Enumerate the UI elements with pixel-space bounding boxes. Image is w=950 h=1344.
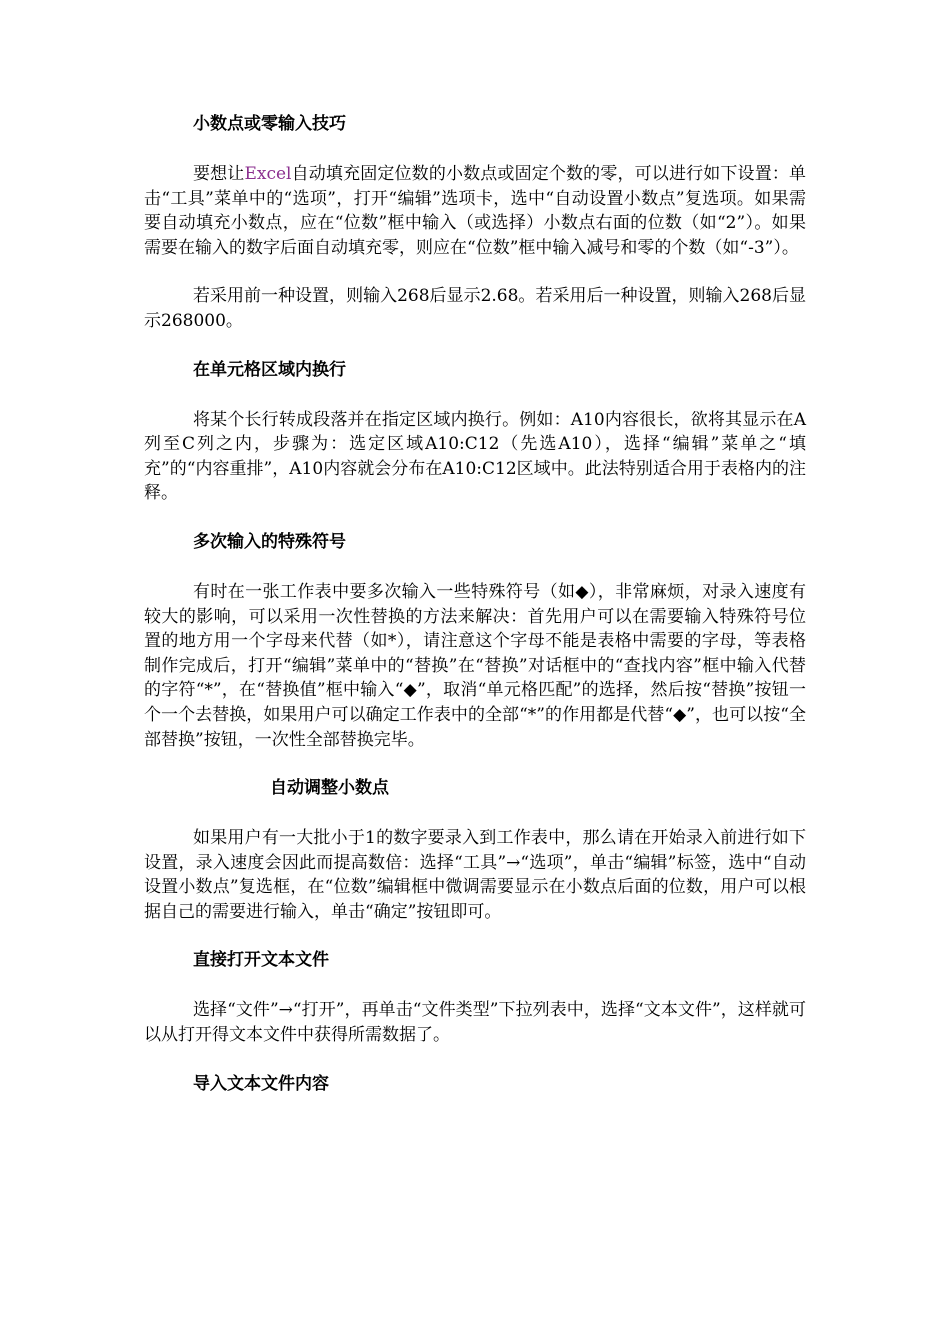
- section-heading-open-text-file: 直接打开文本文件: [193, 950, 329, 971]
- paragraph-decimal-zero-example: 若采用前一种设置，则输入268后显示2.68。若采用后一种设置，则输入268后显示268000。: [144, 286, 806, 331]
- paragraph-special-symbols: 有时在一张工作表中要多次输入一些特殊符号（如◆），非常麻烦，对录入速度有较大的影响，可以采用一次性替换的方法来解决：首先用户可以在需要输入特殊符号位置的地方用一个字母来代替（如*），请注意这个字母不能是表格中需要的字母，等表格制作完成后，打开“编辑”菜单中的“替换”在“替换”对话框中的“查找内容”框中输入代替的字符“*”，在“替换值”框中输入“◆”，取消“单元格匹配”的选择，然后按“替换”按钮一个一个去替换，如果用户可以确定工作表中的全部“*”的作用都是代替“◆”，也可以按“全部替换”按钮，一次性全部替换完毕。: [144, 581, 806, 750]
- excel-highlight: Excel: [244, 164, 292, 184]
- section-heading-import-text-file: 导入文本文件内容: [193, 1073, 329, 1094]
- section-heading-special-symbols: 多次输入的特殊符号: [193, 531, 346, 552]
- paragraph-decimal-zero-setup: [144, 162, 806, 260]
- section-heading-auto-decimal: 自动调整小数点: [270, 778, 389, 799]
- section-heading-decimal-zero-input: 小数点或零输入技巧: [193, 114, 346, 134]
- document-page: [144, 112, 806, 1096]
- paragraph-text: 要想让: [193, 164, 245, 184]
- paragraph-open-text-file: 选择“文件”→“打开”，再单击“文件类型”下拉列表中，选择“文本文件”，这样就可以从打开得文本文件中获得所需数据了。: [144, 1000, 806, 1046]
- paragraph-auto-decimal: 如果用户有一大批小于1的数字要录入到工作表中，那么请在开始录入前进行如下设置，录入速度会因此而提高数倍：选择“工具”→“选项”，单击“编辑”标签，选中“自动设置小数点”复选框，在“位数”编辑框中微调需要显示在小数点后面的位数，用户可以根据自己的需要进行输入，单击“确定”按钮即可。: [144, 828, 806, 922]
- paragraph-text: 自动填充固定位数的小数点或固定个数的零，可以进行如下设置：单击“工具”菜单中的“选项”，打开“编辑”选项卡，选中“自动设置小数点”复选项。如果需要自动填充小数点，应在“位数”框中输入（或选择）小数点右面的位数（如“2”）。如果需要在输入的数字后面自动填充零，则应在“位数”框中输入减号和零的个数（如“-3”）。: [144, 164, 806, 258]
- section-heading-wrap-in-range: 在单元格区域内换行: [193, 359, 346, 380]
- paragraph-wrap-in-range: 将某个长行转成段落并在指定区域内换行。例如：A10内容很长，欲将其显示在A列至C列之内，步骤为：选定区域A10:C12（先选A10），选择“编辑”菜单之“填充”的“内容重排”，A10内容就会分布在A10:C12区域中。此法特别适合用于表格内的注释。: [144, 409, 806, 504]
